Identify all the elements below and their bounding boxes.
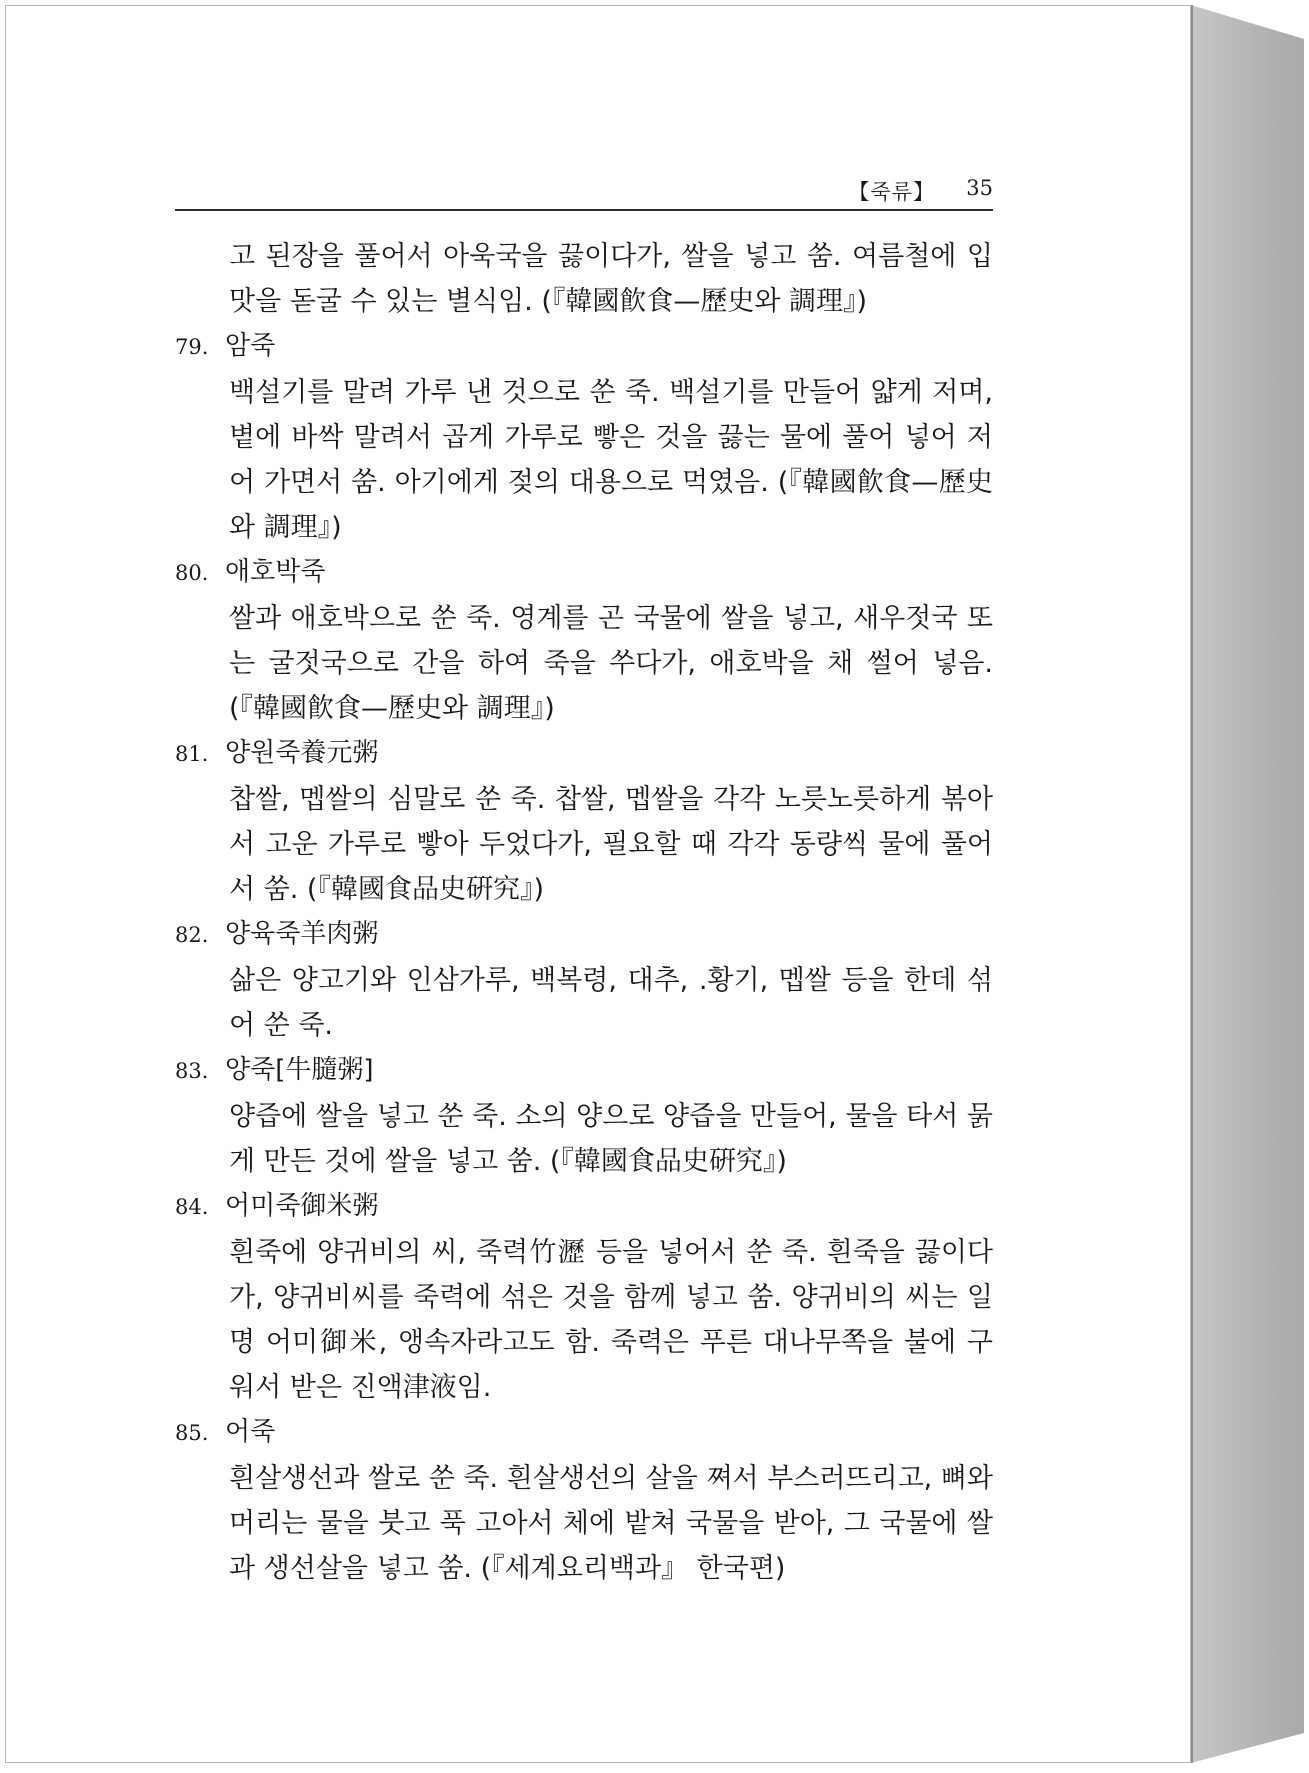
entry-82 <box>175 912 993 1048</box>
book-page-edge <box>1191 5 1304 1763</box>
entry-81 <box>175 731 993 912</box>
entry-heading <box>175 324 993 370</box>
entry-description: 삶은 양고기와 인삼가루, 백복령, 대추, .황기, 멥쌀 등을 한데 섞어 쑨 죽. <box>229 965 993 1041</box>
page-number: 35 <box>966 176 993 200</box>
entry-title: 어죽 <box>225 1417 276 1447</box>
entry-description: 쌀과 애호박으로 쑨 죽. 영계를 곤 국물에 쌀을 넣고, 새우젓국 또는 굴젓국으로 간을 하여 죽을 쑤다가, 애호박을 채 썰어 넣음. (『韓國飮食—歷史와 調理』) <box>229 603 993 724</box>
entry-number: 82. <box>175 923 209 947</box>
running-header <box>175 172 993 208</box>
entry-title: 양원죽養元粥 <box>225 738 379 768</box>
entry-79 <box>175 324 993 550</box>
entry-80 <box>175 550 993 731</box>
entry-description: 흰살생선과 쌀로 쑨 죽. 흰살생선의 살을 쪄서 부스러뜨리고, 뼈와 머리는 물을 붓고 푹 고아서 체에 밭쳐 국물을 받아, 그 국물에 쌀과 생선살을 넣고 쑴. (『세계요리백과』 한국편) <box>229 1463 993 1584</box>
entry-heading <box>175 912 993 958</box>
page-content <box>175 234 993 1591</box>
entry-description: 양즙에 쌀을 넣고 쑨 죽. 소의 양으로 양즙을 만들어, 물을 타서 묽게 만든 것에 쌀을 넣고 쑴. (『韓國食品史硏究』) <box>229 1101 993 1177</box>
entry-heading <box>175 1410 993 1456</box>
entry-number: 79. <box>175 335 209 359</box>
entry-title: 애호박죽 <box>225 557 326 587</box>
entry-heading <box>175 1048 993 1094</box>
continuation-paragraph: 고 된장을 풀어서 아욱국을 끓이다가, 쌀을 넣고 쑴. 여름철에 입맛을 돋굴 수 있는 별식임. (『韓國飮食—歷史와 調理』) <box>229 241 993 317</box>
entry-title: 양죽[牛膸粥] <box>225 1055 374 1085</box>
entry-number: 85. <box>175 1421 209 1445</box>
header-section-title: 【죽류】 <box>848 180 935 204</box>
entry-83 <box>175 1048 993 1184</box>
entry-number: 80. <box>175 561 209 585</box>
entry-84 <box>175 1184 993 1410</box>
entry-title: 양육죽羊肉粥 <box>225 919 379 949</box>
entry-number: 81. <box>175 742 209 766</box>
page-edge-divider <box>1191 5 1193 1763</box>
entry-85 <box>175 1410 993 1591</box>
entry-heading <box>175 731 993 777</box>
entry-description: 백설기를 말려 가루 낸 것으로 쑨 죽. 백설기를 만들어 얇게 저며, 볕에 바싹 말려서 곱게 가루로 빻은 것을 끓는 물에 풀어 넣어 저어 가면서 쑴. 아기에게 젖의 대용으로 먹였음. (『韓國飮食—歷史와 調理』) <box>229 377 993 543</box>
entry-title: 어미죽御米粥 <box>225 1191 379 1221</box>
entry-description: 흰죽에 양귀비의 씨, 죽력竹瀝 등을 넣어서 쑨 죽. 흰죽을 끓이다가, 양귀비씨를 죽력에 섞은 것을 함께 넣고 쑴. 양귀비의 씨는 일명 어미御米, 앵속자라고도 함. 죽력은 푸른 대나무쪽을 불에 구워서 받은 진액津液임. <box>229 1237 993 1403</box>
entry-number: 83. <box>175 1059 209 1083</box>
entry-heading <box>175 550 993 596</box>
entry-heading <box>175 1184 993 1230</box>
entry-title: 암죽 <box>225 331 276 361</box>
entry-description: 찹쌀, 멥쌀의 심말로 쑨 죽. 찹쌀, 멥쌀을 각각 노릇노릇하게 볶아서 고운 가루로 빻아 두었다가, 필요할 때 각각 동량씩 물에 풀어서 쑴. (『韓國食品史硏究』) <box>229 784 993 905</box>
entry-number: 84. <box>175 1195 209 1219</box>
header-rule <box>175 209 993 211</box>
